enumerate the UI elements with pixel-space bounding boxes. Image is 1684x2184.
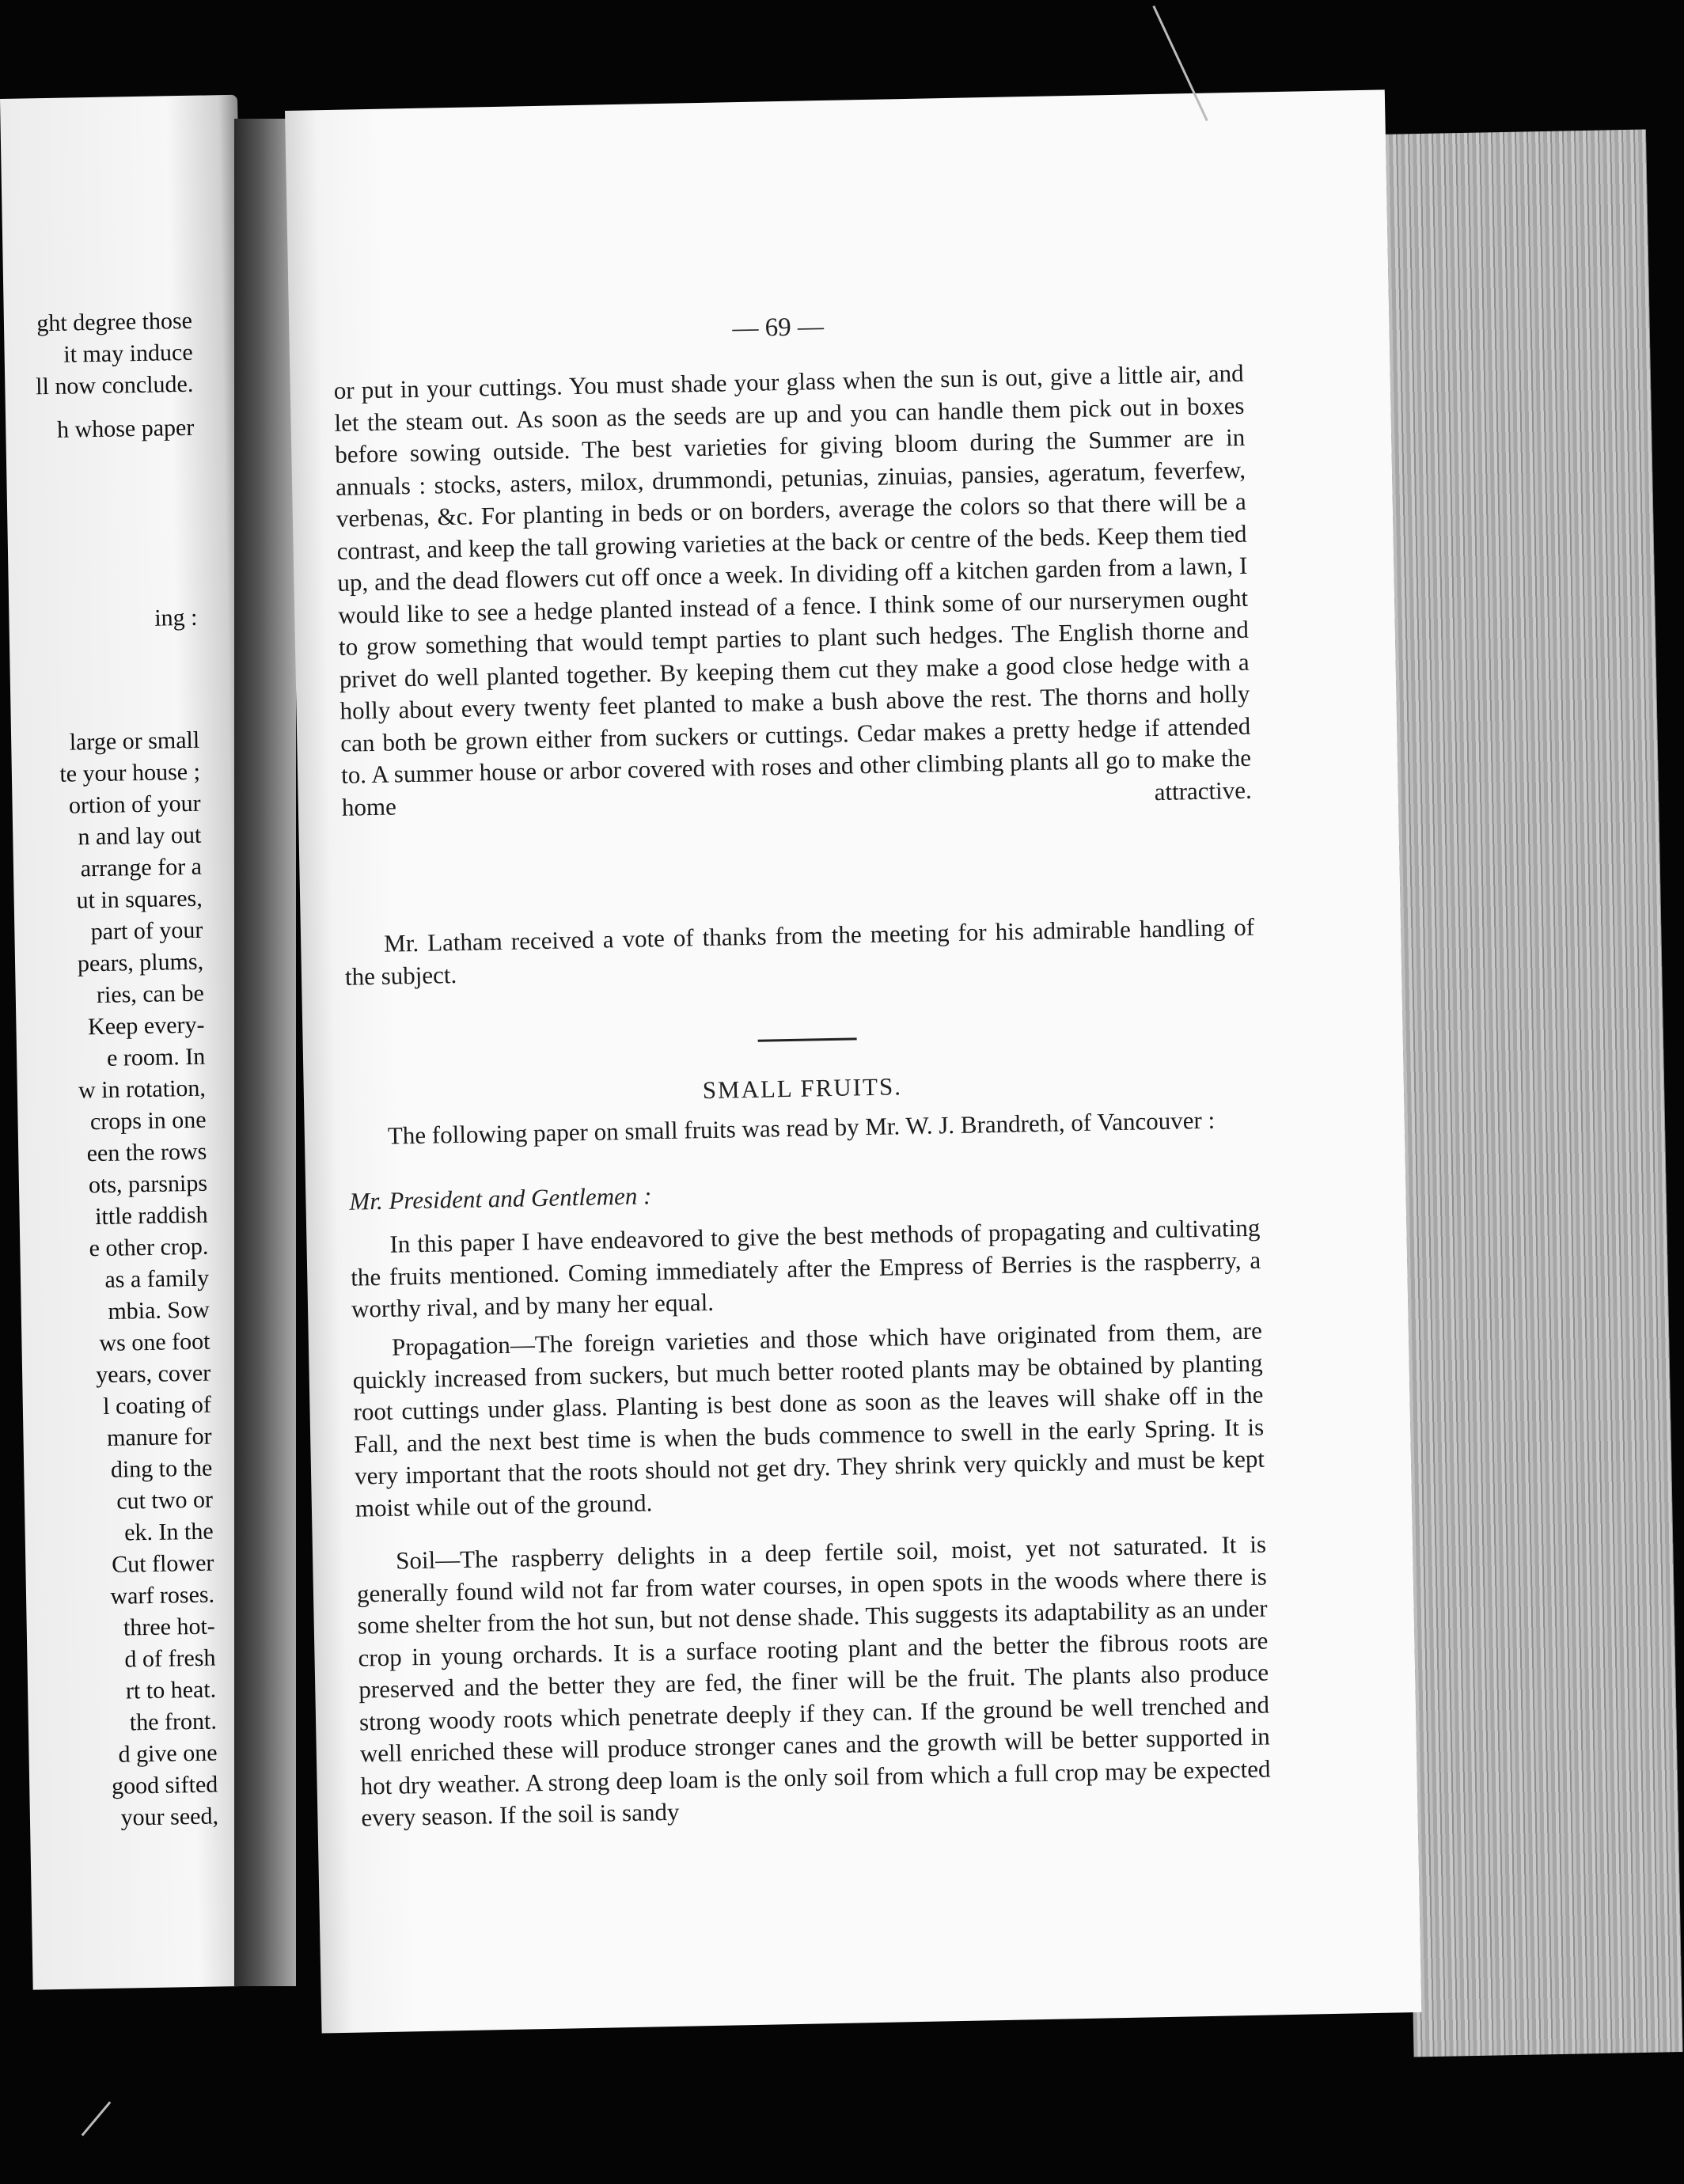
left-page-line: ries, can be <box>96 980 205 1009</box>
left-facing-page <box>0 95 271 1990</box>
left-page-line: ots, parsnips <box>88 1170 208 1199</box>
left-page-line: ut in squares, <box>76 885 203 914</box>
page-number: — 69 — <box>732 312 825 343</box>
left-page-line: manure for <box>106 1423 212 1451</box>
left-page-line: te your house ; <box>59 758 201 787</box>
left-page-line: ll now conclude. <box>35 370 194 400</box>
paragraph-soil: Soil—The raspberry delights in a deep fertile soil, moist, yet not saturated. It is generally found wild not far from water courses, in open spots in the woods where there is some shelter from the hot sun, but not dense shade. This suggests its adaptability as an under crop in young orchards. It is a surface rooting plant and the better the fibrous roots are preserved and the better they are fed, the finer will be the fruit. The plants also produce strong woody roots which penetrate deeply if they can. If the ground be well trenched and well enriched these will produce stronger canes and the growth will be better supported in hot dry weather. A strong deep loam is the only soil from which a full crop may be expected every season. If the soil is sandy <box>356 1530 1271 1832</box>
paragraph-vote-of-thanks: Mr. Latham received a vote of thanks from the meeting for his admirable handling of the subject. <box>344 912 1255 991</box>
left-page-line: Keep every- <box>87 1011 205 1041</box>
left-page-line: een the rows <box>86 1138 207 1167</box>
left-page-line: ding to the <box>110 1454 213 1483</box>
left-page-line: d of fresh <box>124 1644 216 1673</box>
left-page-line: cut two or <box>116 1486 214 1515</box>
left-page-line: ittle raddish <box>94 1201 208 1230</box>
left-page-line: n and lay out <box>78 821 202 851</box>
left-page-line: three hot- <box>123 1613 216 1641</box>
salutation: Mr. President and Gentlemen : <box>349 1181 652 1215</box>
paragraph-endeavored: In this paper I have endeavored to give the best methods of propagating and cultivating the fruits mentioned. Coming immediately after the Empress of Berries is the raspberry, a worthy rival, and by many her equal. <box>350 1213 1261 1323</box>
paragraph-propagation: Propagation—The foreign varieties and those which have originated from them, are quickly increased from suckers, but much better rooted plants may be obtained by planting root cuttings under glass. Planting is best done as soon as the leaves will shake off in the Fall, and the next best time is when the buds commence to swell in the early Spring. It is very important that the roots should not get dry. They shrink very quickly and must be kept moist while out of the ground. <box>352 1316 1265 1522</box>
left-page-line: part of your <box>90 916 203 946</box>
left-page-line: e other crop. <box>89 1233 209 1262</box>
left-page-line: Cut flower <box>111 1549 214 1578</box>
left-page-line: ght degree those <box>36 307 193 337</box>
section-heading: SMALL FRUITS. <box>702 1072 903 1105</box>
left-page-line: warf roses. <box>110 1581 215 1610</box>
left-page-line: l coating of <box>102 1391 212 1420</box>
left-page-line: ws one foot <box>99 1328 210 1357</box>
left-page-line: d give one <box>118 1739 218 1768</box>
left-page-line: years, cover <box>95 1359 211 1389</box>
main-page <box>285 89 1421 2033</box>
left-page-line: it may induce <box>63 339 193 368</box>
left-page-line: good sifted <box>111 1771 218 1799</box>
left-page-line: ek. In the <box>123 1518 214 1546</box>
section-divider <box>758 1037 857 1041</box>
left-page-line: rt to heat. <box>125 1676 217 1704</box>
paragraph-intro: The following paper on small fruits was read by Mr. W. J. Brandreth, of Vancouver : <box>387 1105 1216 1150</box>
left-page-line: large or small <box>69 726 200 756</box>
scratch-mark <box>82 2101 112 2136</box>
paragraph-cuttings: or put in your cuttings. You must shade your glass when the sun is out, give a little air, and let the steam out. As soon as the seeds are up and you can handle them pick out in boxes before sowing outside. The best varieties for giving bloom during the Summer are in annuals : stocks, asters, milox, drummondi, petunias, zinuias, pansies, ageratum, feverfew, verbenas, &c. For planting in beds or on borders, average the colors so that there will be a contrast, and keep the tall growing varieties at the back or centre of the beds. Keep them tied up, and the dead flowers cut off once a week. In dividing off a kitchen garden from a lawn, I would like to see a hedge planted instead of a fence. I think some of our nurserymen ought to grow something that would tempt parties to plant such hedges. The English thorne and privet do well planted together. By keeping them cut they make a good close hedge with a holly about every twenty feet planted to make a bush above the rest. The thorns and holly can both be grown either from suckers or cuttings. Cedar makes a pretty hedge if attended to. A summer house or arbor covered with roses and other climbing plants all go to make the home attractive. <box>333 358 1253 821</box>
left-page-line: e room. In <box>106 1043 206 1071</box>
left-page-line: ortion of your <box>68 790 201 819</box>
page-edges <box>1377 129 1683 2057</box>
left-page-line: the front. <box>129 1708 218 1736</box>
left-page-line: crops in one <box>89 1106 207 1136</box>
left-page-line: your seed, <box>120 1803 219 1831</box>
left-page-line: as a family <box>104 1265 210 1293</box>
left-page-line: mbia. Sow <box>108 1296 210 1325</box>
left-page-line: w in rotation, <box>78 1075 207 1104</box>
left-page-line: ing : <box>154 604 198 631</box>
left-page-line: pears, plums, <box>77 948 204 977</box>
left-page-line: arrange for a <box>80 853 203 882</box>
left-page-line: h whose paper <box>56 414 195 443</box>
book-gutter <box>234 119 296 1986</box>
